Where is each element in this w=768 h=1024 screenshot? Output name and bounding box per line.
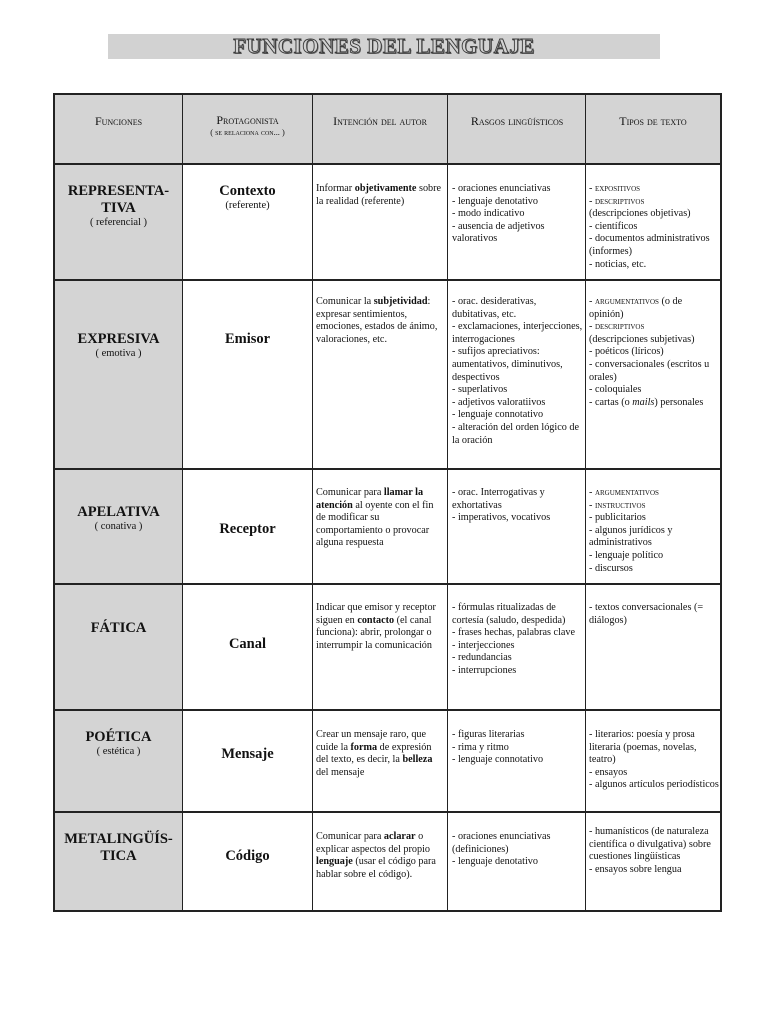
trait-item: - lenguaje denotativo bbox=[452, 856, 538, 868]
trait-item: - adjetivos valoratiivos bbox=[452, 396, 546, 408]
trait-item: - alteración del orden lógico de la oración bbox=[452, 421, 580, 446]
row-apelativa-tipos bbox=[589, 487, 719, 575]
function-name: POÉTICA bbox=[85, 729, 152, 745]
text-type-item: - conversacionales (escritos u orales) bbox=[589, 358, 710, 383]
header-protagonista bbox=[183, 113, 312, 138]
text-type-item: - textos conversacionales (= diálogos) bbox=[589, 602, 704, 626]
trait-item: - fórmulas ritualizadas de cortesía (saludo, despedida) bbox=[452, 602, 566, 626]
function-alt-name: ( referencial ) bbox=[89, 217, 148, 228]
trait-item: - oraciones enunciativas bbox=[452, 183, 551, 194]
trait-item: - sufijos apreciativos: aumentativos, diminutivos, despectivos bbox=[452, 346, 563, 383]
header-intencion-text: Intención del autor bbox=[333, 114, 427, 128]
text-type-item: (descripciones objetivas) bbox=[589, 208, 691, 220]
col-divider bbox=[312, 95, 313, 910]
function-name: METALINGÜÍS-TICA bbox=[64, 831, 173, 864]
header-intencion bbox=[317, 114, 443, 129]
row-divider bbox=[55, 279, 720, 281]
row-divider bbox=[55, 163, 720, 165]
function-name: FÁTICA bbox=[90, 620, 147, 636]
row-poetica-rasgos bbox=[452, 729, 584, 767]
header-tipos bbox=[586, 114, 720, 129]
trait-item: - imperativos, vocativos bbox=[452, 512, 551, 524]
protagonist-name: Emisor bbox=[224, 331, 271, 347]
trait-item: - lenguaje connotativo bbox=[452, 754, 544, 766]
trait-item: - figuras literarias bbox=[452, 729, 525, 740]
trait-item: - modo indicativo bbox=[452, 208, 525, 220]
text-type-item: - cartas (o mails) personales bbox=[589, 396, 704, 408]
text-type-item: - literarios: poesía y prosa literaria (poemas, novelas, teatro) bbox=[589, 729, 697, 766]
text-type-item: - argumentativos bbox=[589, 487, 659, 498]
intention-text: Informar objetivamente sobre la realidad (referente) bbox=[316, 183, 442, 207]
trait-item: - orac. Interrogativas y exhortativas bbox=[452, 487, 545, 511]
text-type-item: - lenguaje político bbox=[589, 549, 664, 561]
row-representativa-tipos bbox=[589, 183, 719, 271]
row-expresiva-intencion bbox=[316, 296, 445, 346]
row-representativa-rasgos bbox=[452, 183, 584, 246]
row-poetica-protagonista bbox=[183, 746, 312, 763]
functions-table bbox=[53, 93, 722, 912]
row-divider bbox=[55, 468, 720, 470]
header-protagonista-sub: ( se relaciona con... ) bbox=[210, 128, 285, 137]
text-type-item: - publicitarios bbox=[589, 512, 646, 524]
row-poetica-intencion bbox=[316, 729, 445, 779]
header-rasgos bbox=[452, 114, 582, 129]
text-type-item: - argumentativos (o de opinión) bbox=[589, 296, 683, 320]
text-type-item: - científicos bbox=[589, 220, 638, 232]
row-fatica-funcion bbox=[59, 620, 178, 637]
row-divider bbox=[55, 709, 720, 711]
text-type-item: - descriptivos bbox=[589, 321, 645, 333]
text-type-item: - discursos bbox=[589, 562, 633, 574]
row-representativa-intencion bbox=[316, 183, 445, 208]
trait-item: (definiciones) bbox=[452, 843, 509, 855]
page-title-bar bbox=[108, 34, 660, 59]
col-divider bbox=[182, 95, 183, 910]
header-rasgos-text: Rasgos lingüísticos bbox=[470, 114, 564, 128]
row-representativa-protagonista bbox=[183, 183, 312, 212]
page-title: FUNCIONES DEL LENGUAJE bbox=[233, 34, 535, 58]
text-type-item: - ensayos sobre lengua bbox=[589, 863, 682, 875]
trait-item: - exclamaciones, interjecciones, interrogaciones bbox=[452, 321, 583, 345]
text-type-item: - expositivos bbox=[589, 183, 641, 194]
header-funciones-text: Funciones bbox=[94, 114, 143, 128]
row-representativa-funcion bbox=[59, 183, 178, 229]
text-type-item: - ensayos bbox=[589, 766, 628, 778]
trait-item: - oraciones enunciativas bbox=[452, 831, 551, 842]
function-name: EXPRESIVA bbox=[77, 331, 160, 347]
protagonist-name: Código bbox=[225, 848, 270, 864]
text-type-item: - coloquiales bbox=[589, 384, 642, 396]
header-funciones bbox=[55, 114, 182, 129]
row-divider bbox=[55, 811, 720, 813]
text-type-item: - descriptivos bbox=[589, 195, 645, 207]
function-name: APELATIVA bbox=[77, 504, 160, 520]
row-poetica-tipos bbox=[589, 729, 719, 792]
row-expresiva-rasgos bbox=[452, 296, 584, 447]
function-alt-name: ( conativa ) bbox=[94, 521, 143, 532]
col-divider bbox=[585, 95, 586, 910]
row-metalinguistica-rasgos bbox=[452, 831, 584, 869]
trait-item: - superlativos bbox=[452, 384, 508, 396]
row-fatica-intencion bbox=[316, 602, 445, 652]
row-apelativa-protagonista bbox=[183, 521, 312, 538]
function-name: REPRESENTA-TIVA bbox=[67, 183, 170, 216]
text-type-item: - instructivos bbox=[589, 499, 646, 511]
row-apelativa-rasgos bbox=[452, 487, 584, 525]
row-poetica-funcion bbox=[59, 729, 178, 758]
text-type-item: - algunos jurídicos y administrativos bbox=[589, 524, 673, 549]
intention-text: Comunicar para aclarar o explicar aspectos del propio lenguaje (usar el código para hablar sobre el código). bbox=[316, 831, 436, 880]
header-tipos-text: Tipos de texto bbox=[619, 114, 687, 128]
intention-text: Comunicar la subjetividad: expresar sentimientos, emociones, estados de ánimo, valoraciones, etc. bbox=[316, 296, 438, 345]
trait-item: - lenguaje denotativo bbox=[452, 195, 538, 207]
row-apelativa-funcion bbox=[59, 504, 178, 533]
intention-text: Comunicar para llamar la atención al oyente con el fin de modificar su comportamiento o provocar alguna respuesta bbox=[316, 487, 434, 549]
trait-item: - frases hechas, palabras clave bbox=[452, 627, 576, 639]
function-alt-name: ( emotiva ) bbox=[95, 348, 142, 359]
row-metalinguistica-intencion bbox=[316, 831, 445, 881]
trait-item: - interjecciones bbox=[452, 639, 515, 651]
trait-item: - rima y ritmo bbox=[452, 741, 509, 753]
trait-item: - orac. desiderativas, dubitativas, etc. bbox=[452, 296, 537, 320]
row-expresiva-funcion bbox=[59, 331, 178, 360]
protagonist-name: Contexto bbox=[219, 183, 276, 199]
protagonist-name: Receptor bbox=[219, 521, 276, 537]
text-type-item: - noticias, etc. bbox=[589, 258, 647, 270]
row-fatica-protagonista bbox=[183, 636, 312, 653]
text-type-item: (descripciones subjetivas) bbox=[589, 333, 695, 345]
protagonist-name: Mensaje bbox=[221, 746, 274, 762]
function-alt-name: ( estética ) bbox=[96, 746, 141, 757]
text-type-item: - documentos administrativos (informes) bbox=[589, 233, 710, 257]
col-divider bbox=[447, 95, 448, 910]
trait-item: - interrupciones bbox=[452, 664, 517, 676]
row-expresiva-tipos bbox=[589, 296, 719, 409]
trait-item: - redundancias bbox=[452, 652, 512, 664]
trait-item: - lenguaje connotativo bbox=[452, 409, 544, 421]
intention-text: Crear un mensaje raro, que cuide la forma de expresión del texto, es decir, la belleza del mensaje bbox=[316, 729, 433, 778]
row-divider bbox=[55, 583, 720, 585]
protagonist-sub: (referente) bbox=[225, 200, 270, 211]
row-fatica-rasgos bbox=[452, 602, 584, 678]
row-fatica-tipos bbox=[589, 602, 719, 627]
row-metalinguistica-protagonista bbox=[183, 848, 312, 865]
row-metalinguistica-tipos bbox=[589, 826, 719, 876]
row-apelativa-intencion bbox=[316, 487, 445, 550]
header-row-bg bbox=[55, 95, 720, 163]
text-type-item: - algunos artículos periodísticos bbox=[589, 779, 719, 791]
text-type-item: - poéticos (líricos) bbox=[589, 346, 664, 358]
header-protagonista-text: Protagonista bbox=[216, 113, 279, 127]
text-type-item: - humanísticos (de naturaleza científica o divulgativa) sobre cuestiones lingüísticas bbox=[589, 826, 711, 863]
row-metalinguistica-funcion bbox=[59, 831, 178, 865]
functions-column-bg bbox=[55, 163, 182, 910]
intention-text: Indicar que emisor y receptor siguen en contacto (el canal funciona): abrir, prolongar o interrumpir la comunicación bbox=[316, 602, 436, 651]
row-expresiva-protagonista bbox=[183, 331, 312, 348]
trait-item: - ausencia de adjetivos valorativos bbox=[452, 220, 545, 245]
protagonist-name: Canal bbox=[228, 636, 267, 652]
